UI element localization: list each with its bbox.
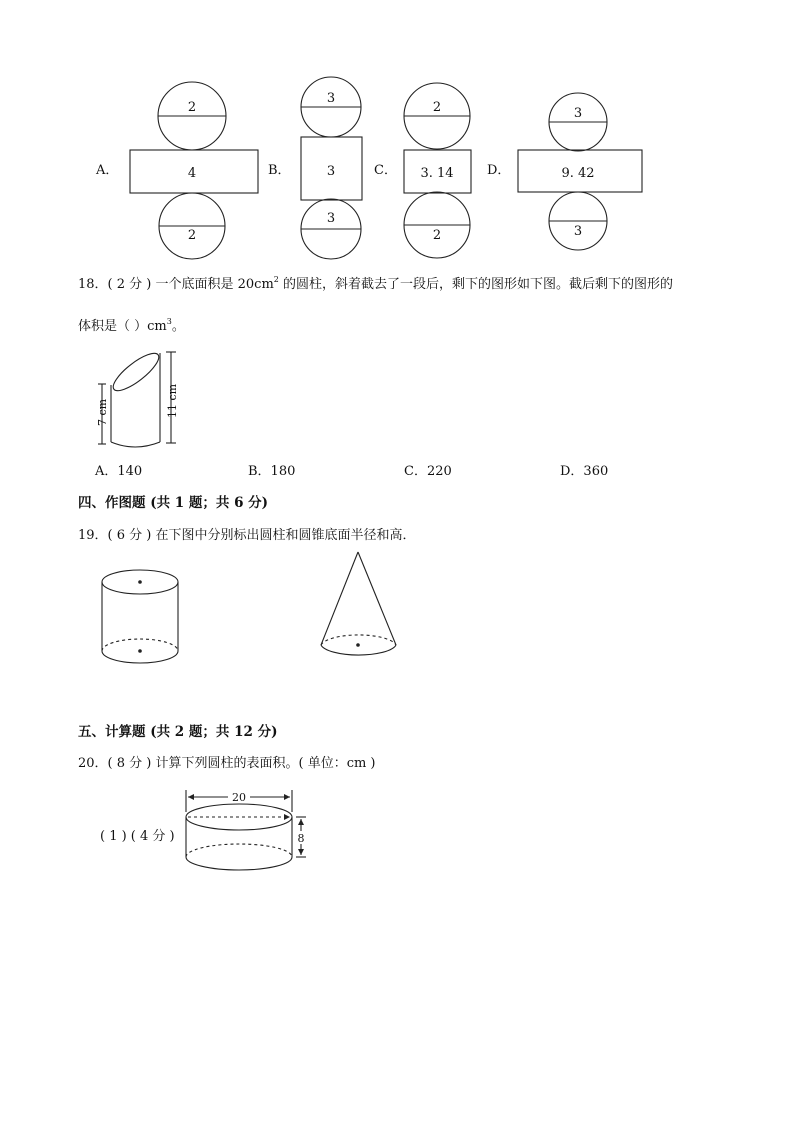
section4-heading: 四、作图题 (共 1 题；共 6 分) — [78, 495, 269, 511]
q18-left-dimension: 7 cm — [96, 398, 109, 426]
q18-choice-d: D．360 — [560, 464, 609, 479]
option-a-rect-label: 4 — [187, 166, 197, 181]
q18-line2-sup: 3 — [166, 317, 172, 326]
q19-text: 19．( 6 分 ) 在下图中分别标出圆柱和圆锥底面半径和高． — [78, 528, 416, 543]
option-c-bottom-label: 2 — [432, 228, 442, 243]
option-b-letter: B． — [268, 163, 291, 178]
q20-text: 20．( 8 分 ) 计算下列圆柱的表面积。( 单位：cm ) — [78, 756, 376, 771]
q18-line2-prefix: 体积是（ ）cm — [78, 319, 167, 334]
q18-choice-a: A．140 — [95, 464, 143, 479]
q18-choice-b: B．180 — [248, 464, 296, 479]
option-a-letter: A． — [96, 163, 119, 178]
q18-right-dimension: 11 cm — [166, 383, 179, 418]
q18-line1-sup: 2 — [273, 275, 279, 284]
q18-line1-suffix: 的圆柱，斜着截去了一段后，剩下的图形如下图。截后剩下的图形的 — [278, 277, 674, 292]
option-c-top-label: 2 — [432, 100, 442, 115]
option-c-letter: C． — [374, 163, 397, 178]
section5-heading: 五、计算题 (共 2 题；共 12 分) — [78, 724, 278, 740]
option-d-letter: D． — [487, 163, 511, 178]
option-a-top-label: 2 — [187, 100, 197, 115]
option-c-rect-label: 3. 14 — [420, 166, 454, 181]
q18-line2-suffix: 。 — [171, 319, 185, 334]
q18-choice-c: C．220 — [404, 464, 452, 479]
option-b-rect-label: 3 — [326, 164, 336, 179]
q20-height-label: 8 — [297, 832, 305, 845]
option-d-bottom-label: 3 — [573, 224, 583, 239]
option-a-bottom-label: 2 — [187, 228, 197, 243]
q18-line1-prefix: 18．( 2 分 ) 一个底面积是 20cm — [78, 277, 274, 292]
option-d-rect-label: 9. 42 — [561, 166, 595, 181]
q20-sub1-label: ( 1 ) ( 4 分 ) — [100, 829, 175, 844]
q20-diameter-label: 20 — [232, 791, 246, 804]
option-d-top-label: 3 — [573, 106, 583, 121]
option-b-bottom-label: 3 — [326, 211, 336, 226]
option-b-top-label: 3 — [326, 91, 336, 106]
